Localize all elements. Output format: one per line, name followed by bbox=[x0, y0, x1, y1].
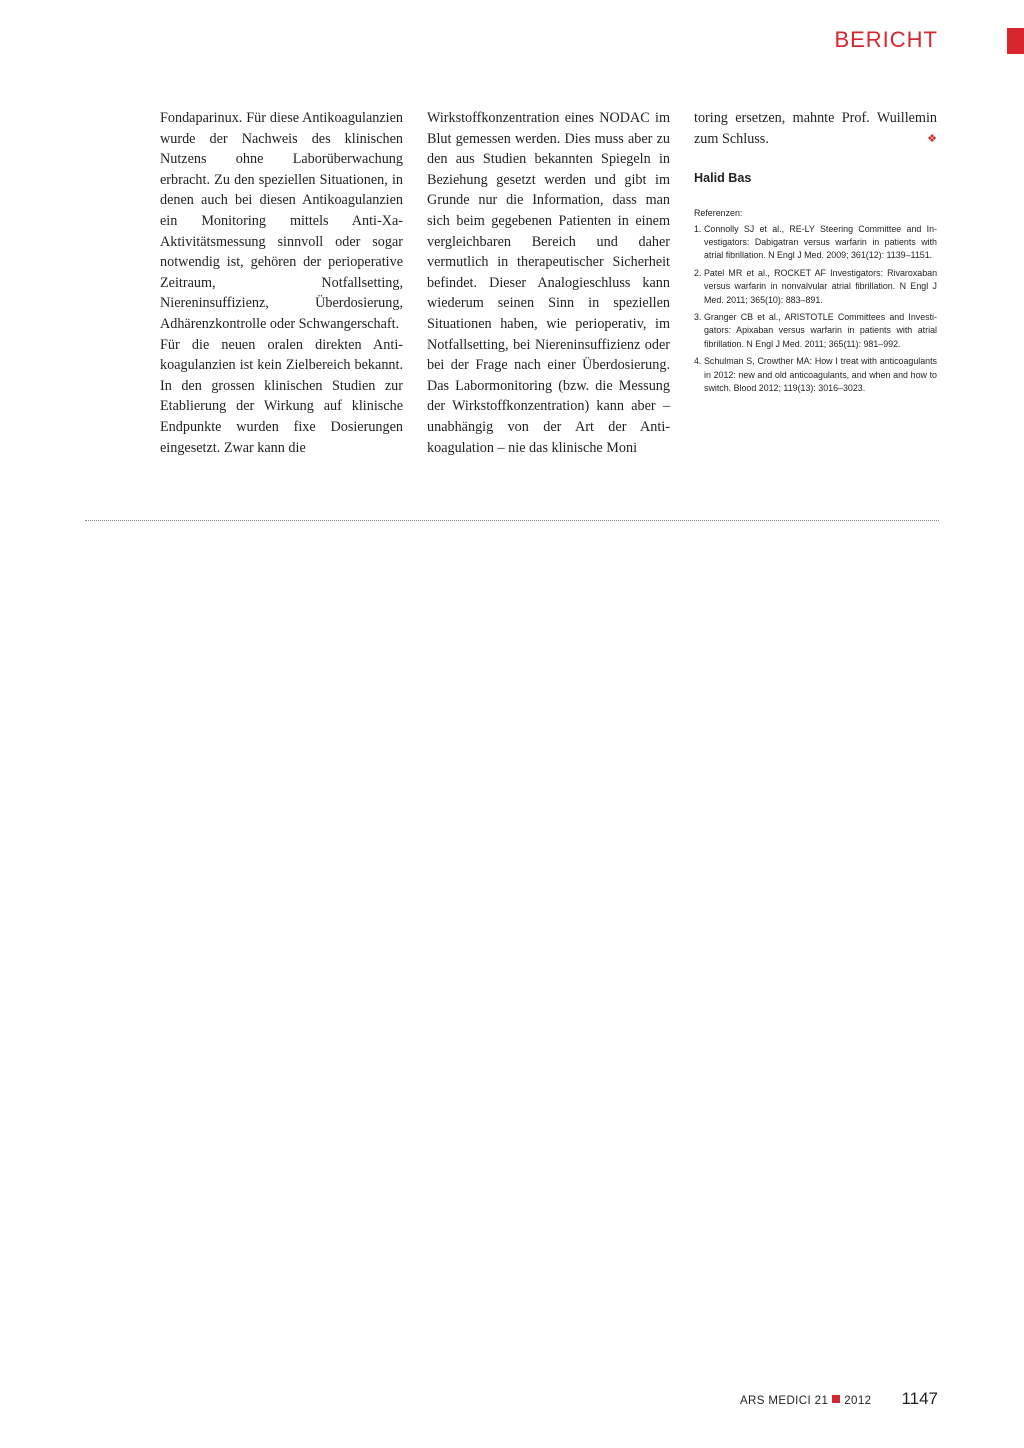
dotted-divider bbox=[85, 520, 939, 521]
references-title: Referenzen: bbox=[694, 208, 743, 219]
closing-text: toring ersetzen, mahnte Prof. Wuillemin zum Schluss. bbox=[694, 110, 937, 147]
reference-item bbox=[694, 311, 937, 351]
body-paragraph bbox=[694, 108, 937, 149]
reference-number: 3. bbox=[694, 312, 702, 323]
reference-number: 1. bbox=[694, 223, 702, 234]
reference-text: Patel MR et al., ROCKET AF Investigators: Rivaroxaban versus warfarin in nonvalvular atrial fibrillation. N Engl J Med. 2011; 365(10): 883–891. bbox=[704, 267, 937, 305]
section-marker-bar bbox=[1007, 28, 1024, 54]
reference-number: 2. bbox=[694, 267, 702, 278]
body-paragraph: Wirkstoffkonzentration eines NODAC im Blut gemessen werden. Dies muss aber zu den aus Studien bekannten Spiegeln in Beziehung gesetzt werden und gibt im Grunde nur die Information, dass man sich beim gegebenen Patienten in einem vergleichbaren Bereich und daher vermutlich in therapeutischer Sicherheit befindet. Dieser Analogieschluss kann wiederum seinen Sinn in speziellen Situationen haben, wie perioperativ, im Notfallsetting, bei Niereninsuffizienz oder bei der Frage nach einer Überdosierung. Das Labormonitoring (bzw. die Messung der Wirkstoffkonzentration) kann aber – unabhängig von der Art der Antikoagulation – nie das klinische Moni bbox=[427, 110, 670, 456]
reference-item bbox=[694, 223, 937, 263]
reference-text: Schulman S, Crowther MA: How I treat with anticoagulants in 2012: new and old anticoagulants, and when and how to switch. Blood 2012; 119(13): 3016–3023. bbox=[704, 356, 937, 394]
article-column-3 bbox=[694, 108, 937, 399]
page-number: 1147 bbox=[901, 1389, 938, 1408]
reference-text: Connolly SJ et al., RE-LY Steering Committee and Investigators: Dabigatran versus warfarin in patients with atrial fibrillation. N Engl J Med. 2009; 361(12): 1139–1151. bbox=[704, 223, 937, 261]
body-paragraph: Für die neuen oralen direkten Antikoagulanzien ist kein Zielbereich bekannt. In den grossen klinischen Studien zur Etablierung der Wirkung auf klinische Endpunkte wurden fixe Dosierungen eingesetzt. Zwar kann die bbox=[160, 336, 403, 456]
article-column-2 bbox=[427, 108, 670, 458]
journal-issue: ARS MEDICI 21 bbox=[739, 1395, 829, 1407]
article-column-1 bbox=[160, 108, 403, 458]
references bbox=[694, 207, 937, 395]
reference-number: 4. bbox=[694, 356, 702, 367]
reference-item bbox=[694, 355, 937, 395]
body-paragraph: Fondaparinux. Für diese Antikoagulanzien wurde der Nachweis des klinischen Nutzens ohne Laborüberwachung erbracht. Zu den speziellen Situationen, in denen auch bei diesen Antikoagulanzien ein Monitoring mittels Anti-Xa-Aktivitätsmessung sinnvoll oder sogar notwendig ist, gehören der perioperative Zeitraum, Notfallsetting, Niereninsuffizienz, Überdosierung, Adhärenzkontrolle oder Schwangerschaft. bbox=[160, 110, 403, 332]
author-name: Halid Bas bbox=[694, 171, 752, 186]
reference-item bbox=[694, 267, 937, 307]
section-title: BERICHT bbox=[834, 27, 938, 52]
end-of-article-icon: ❖ bbox=[927, 132, 937, 145]
footer-square-icon bbox=[832, 1395, 840, 1403]
reference-text: Granger CB et al., ARISTOTLE Committees and Investigators: Apixaban versus warfarin in patients with atrial fibrillation. N Engl J Med. 2011; 365(11): 981–992. bbox=[704, 312, 937, 349]
references-list bbox=[694, 223, 937, 396]
page-footer bbox=[740, 1389, 938, 1409]
journal-year: 2012 bbox=[844, 1395, 872, 1407]
